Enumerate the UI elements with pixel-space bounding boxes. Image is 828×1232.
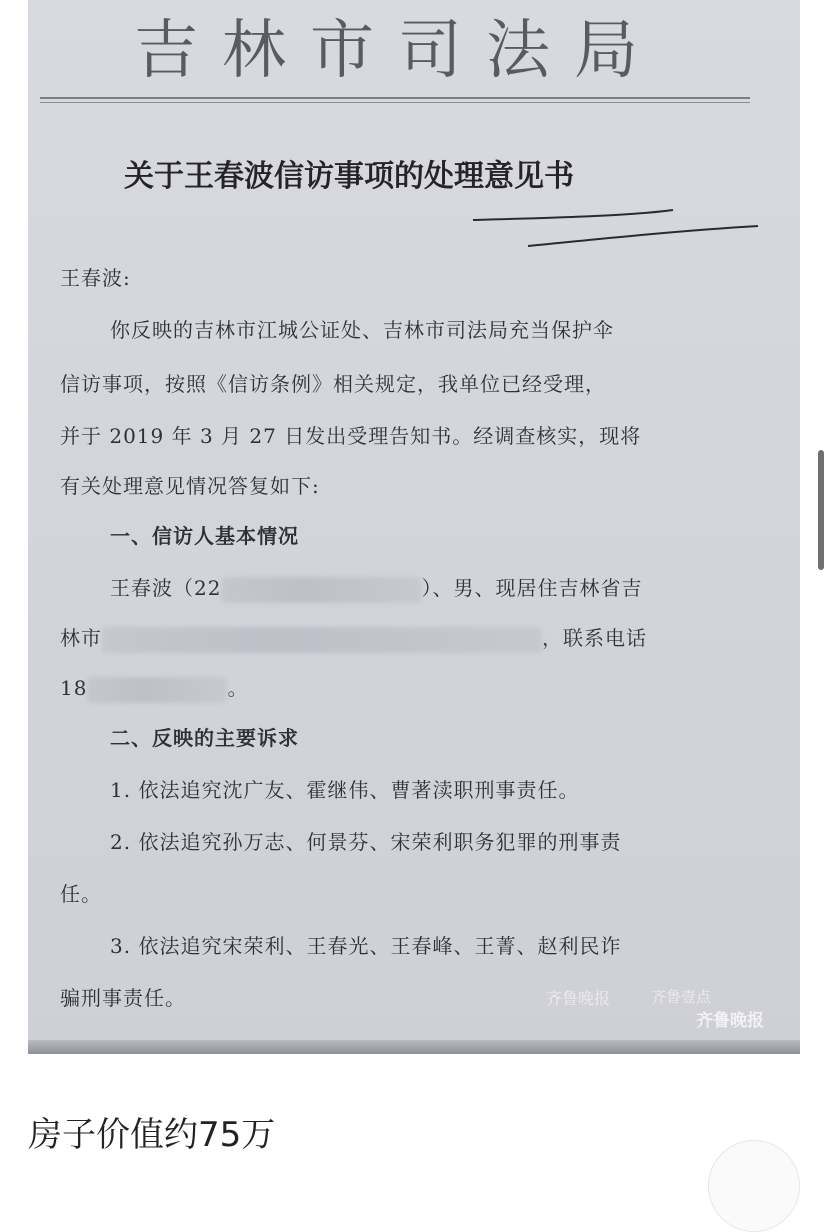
item-2: 2. 依法追究孙万志、何景芬、宋荣利职务犯罪的刑事责 [110,830,622,854]
header-rule-thin [40,102,750,103]
section1-line-1-end: ）、男、现居住吉林省吉 [421,576,643,600]
watermark-text-1: 齐鲁晚报 [546,989,611,1008]
document-photo [28,0,800,1052]
floating-button[interactable] [708,1140,800,1232]
masthead: 吉林市司法局 [134,14,662,88]
section1-line-1-start: 王春波（22 [110,576,222,600]
section1-line-3 [60,672,248,703]
item-3-cont: 骗刑事责任。 [60,986,186,1010]
salutation: 王春波: [60,266,131,290]
watermark [546,980,800,1040]
section1-line-3-end: 。 [227,676,249,700]
intro-line-3: 并于 2019 年 3 月 27 日发出受理告知书。经调查核实，现将 [60,424,642,448]
watermark-text-3: 齐鲁晚报 [696,1011,764,1031]
section1-line-1 [110,572,642,603]
pen-underline-marks [468,200,788,260]
intro-line-4: 有关处理意见情况答复如下: [60,474,320,498]
redacted-phone-blur [87,677,227,703]
item-1: 1. 依法追究沈广友、霍继伟、曹著渎职刑事责任。 [110,778,580,802]
section2-heading: 二、反映的主要诉求 [110,726,299,750]
item-2-cont: 任。 [60,882,102,906]
section1-line-2-end: ，联系电话 [542,626,647,650]
intro-line-2: 信访事项，按照《信访条例》相关规定，我单位已经受理， [60,372,606,396]
header-rule [40,97,750,99]
section1-line-2 [60,622,647,653]
section1-heading: 一、信访人基本情况 [110,524,299,548]
document-title: 关于王春波信访事项的处理意见书 [124,159,574,194]
redacted-address-blur [102,627,542,653]
scrollbar[interactable] [818,450,824,570]
section1-line-3-start: 18 [60,676,88,700]
item-3: 3. 依法追究宋荣利、王春光、王春峰、王菁、赵利民诈 [110,934,622,958]
intro-line-1: 你反映的吉林市江城公证处、吉林市司法局充当保护伞 [110,318,614,342]
section1-line-2-start: 林市 [60,626,102,650]
redacted-id-blur [221,577,421,603]
caption: 房子价值约75万 [28,1115,276,1155]
photo-bottom-edge [28,1040,800,1054]
watermark-text-2: 齐鲁壹点 [651,988,712,1006]
